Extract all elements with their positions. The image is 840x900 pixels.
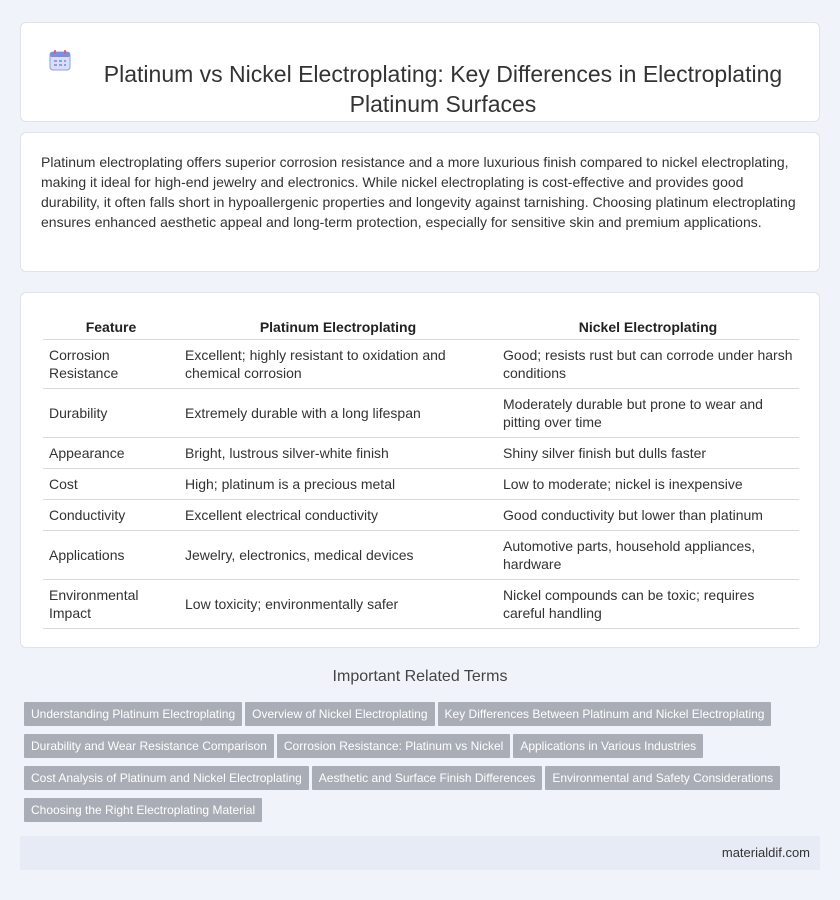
table-row	[43, 500, 799, 531]
related-term-tag[interactable]: Overview of Nickel Electroplating	[245, 702, 434, 726]
cell-feature: Cost	[43, 469, 179, 500]
related-term-tag[interactable]: Cost Analysis of Platinum and Nickel Electroplating	[24, 766, 309, 790]
cell-feature: Environmental Impact	[43, 580, 179, 629]
related-term-tag[interactable]: Key Differences Between Platinum and Nickel Electroplating	[438, 702, 772, 726]
table-row	[43, 438, 799, 469]
related-terms-list	[24, 702, 804, 830]
related-term-tag[interactable]: Understanding Platinum Electroplating	[24, 702, 242, 726]
site-link[interactable]: materialdif.com	[721, 845, 810, 860]
cell-feature: Applications	[43, 531, 179, 580]
header-nickel: Nickel Electroplating	[497, 317, 799, 340]
table-row	[43, 580, 799, 629]
intro-card	[20, 132, 820, 272]
cell-nickel: Good conductivity but lower than platinum	[497, 500, 799, 531]
cell-nickel: Automotive parts, household appliances, hardware	[497, 531, 799, 580]
cell-platinum: Excellent; highly resistant to oxidation and chemical corrosion	[179, 340, 497, 389]
cell-nickel: Nickel compounds can be toxic; requires careful handling	[497, 580, 799, 629]
related-terms-heading: Important Related Terms	[332, 668, 508, 685]
related-term-tag[interactable]: Durability and Wear Resistance Comparison	[24, 734, 274, 758]
cell-feature: Appearance	[43, 438, 179, 469]
header-platinum: Platinum Electroplating	[179, 317, 497, 340]
comparison-card	[20, 292, 820, 648]
related-term-tag[interactable]: Choosing the Right Electroplating Material	[24, 798, 262, 822]
cell-platinum: Extremely durable with a long lifespan	[179, 389, 497, 438]
related-term-tag[interactable]: Corrosion Resistance: Platinum vs Nickel	[277, 734, 510, 758]
related-term-tag[interactable]: Aesthetic and Surface Finish Differences	[312, 766, 543, 790]
table-row	[43, 389, 799, 438]
cell-platinum: Bright, lustrous silver-white finish	[179, 438, 497, 469]
cell-platinum: Excellent electrical conductivity	[179, 500, 497, 531]
cell-nickel: Shiny silver finish but dulls faster	[497, 438, 799, 469]
table-row	[43, 469, 799, 500]
intro-paragraph: Platinum electroplating offers superior corrosion resistance and a more luxurious finish compared to nickel electroplating, making it ideal for high-end jewelry and electronics. While nickel electroplating is cost-effective and provides good durability, it often falls short in hypoallergenic properties and longevity against tarnishing. Choosing platinum electroplating ensures enhanced aesthetic appeal and long-term protection, especially for sensitive skin and premium applications.	[41, 154, 796, 230]
table-header-row	[43, 317, 799, 340]
cell-platinum: Jewelry, electronics, medical devices	[179, 531, 497, 580]
table-row	[43, 340, 799, 389]
related-term-tag[interactable]: Environmental and Safety Considerations	[545, 766, 780, 790]
footer	[20, 836, 820, 870]
cell-platinum: High; platinum is a precious metal	[179, 469, 497, 500]
header-feature: Feature	[43, 317, 179, 340]
table-row	[43, 531, 799, 580]
calendar-icon	[49, 49, 71, 71]
comparison-table	[43, 317, 799, 629]
cell-feature: Conductivity	[43, 500, 179, 531]
cell-nickel: Low to moderate; nickel is inexpensive	[497, 469, 799, 500]
cell-nickel: Good; resists rust but can corrode under harsh conditions	[497, 340, 799, 389]
cell-platinum: Low toxicity; environmentally safer	[179, 580, 497, 629]
title-card	[20, 22, 820, 122]
cell-feature: Corrosion Resistance	[43, 340, 179, 389]
cell-feature: Durability	[43, 389, 179, 438]
cell-nickel: Moderately durable but prone to wear and pitting over time	[497, 389, 799, 438]
related-term-tag[interactable]: Applications in Various Industries	[513, 734, 703, 758]
page-title: Platinum vs Nickel Electroplating: Key Differences in Electroplating Platinum Surfaces	[103, 61, 783, 118]
